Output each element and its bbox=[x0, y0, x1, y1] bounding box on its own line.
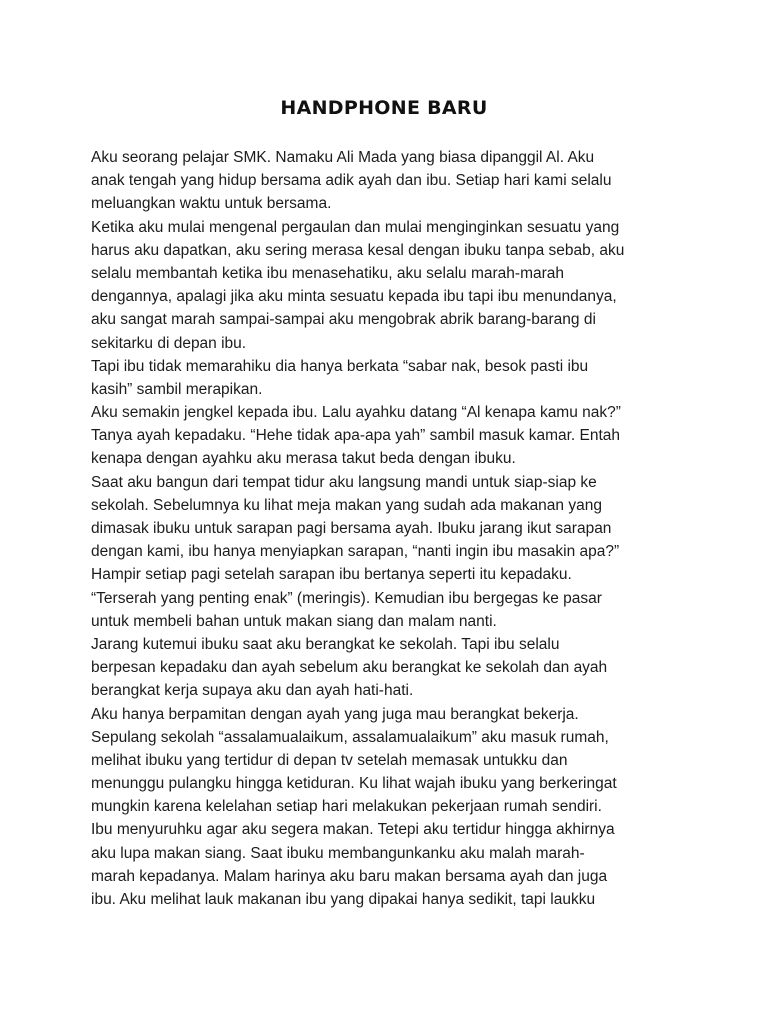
text-line: kasih” sambil merapikan. bbox=[91, 380, 263, 398]
text-line: ibu. Aku melihat lauk makanan ibu yang dipakai hanya sedikit, tapi laukku bbox=[91, 891, 596, 908]
text-line: Sepulang sekolah “assalamualaikum, assalamualaikum” aku masuk rumah, bbox=[91, 728, 609, 746]
text-line: anak tengah yang hidup bersama adik ayah dan ibu. Setiap hari kami selalu bbox=[91, 172, 612, 190]
text-line: sekitarku di depan ibu. bbox=[91, 334, 247, 352]
text-line: selalu membantah ketika ibu menasehatiku, aku selalu marah-marah bbox=[91, 264, 564, 282]
text-line: dimasak ibuku untuk sarapan pagi bersama ayah. Ibuku jarang ikut sarapan bbox=[91, 520, 612, 537]
text-line: Ibu menyuruhku agar aku segera makan. Tetepi aku tertidur hingga akhirnya bbox=[91, 821, 615, 839]
text-line: aku lupa makan siang. Saat ibuku membangunkanku aku malah marah- bbox=[91, 844, 585, 862]
text-line: Hampir setiap pagi setelah sarapan ibu bertanya seperti itu kepadaku. bbox=[91, 566, 572, 584]
text-line: meluangkan waktu untuk bersama. bbox=[91, 195, 332, 213]
text-line: kenapa dengan ayahku aku merasa takut beda dengan ibuku. bbox=[91, 450, 516, 468]
text-line: Tanya ayah kepadaku. “Hehe tidak apa-apa yah” sambil masuk kamar. Entah bbox=[91, 427, 621, 445]
text-line: aku sangat marah sampai-sampai aku mengobrak abrik barang-barang di bbox=[91, 311, 596, 329]
text-line: Jarang kutemui ibuku saat aku berangkat ke sekolah. Tapi ibu selalu bbox=[91, 635, 560, 653]
text-line: harus aku dapatkan, aku sering merasa kesal dengan ibuku tanpa sebab, aku bbox=[91, 241, 625, 259]
text-line: menunggu pulangku hingga ketiduran. Ku lihat wajah ibuku yang berkeringat bbox=[91, 775, 617, 793]
text-line: Aku hanya berpamitan dengan ayah yang juga mau berangkat bekerja. bbox=[91, 705, 579, 723]
text-line: mungkin karena kelelahan setiap hari melakukan pekerjaan rumah sendiri. bbox=[91, 798, 602, 816]
text-line: berangkat kerja supaya aku dan ayah hati-hati. bbox=[91, 682, 414, 700]
text-line: untuk membeli bahan untuk makan siang dan malam nanti. bbox=[91, 612, 497, 630]
text-line: Aku semakin jengkel kepada ibu. Lalu ayahku datang “Al kenapa kamu nak?” bbox=[91, 404, 621, 422]
text-line: Ketika aku mulai mengenal pergaulan dan mulai menginginkan sesuatu yang bbox=[91, 218, 620, 236]
text-line: marah kepadanya. Malam harinya aku baru makan bersama ayah dan juga bbox=[91, 867, 608, 885]
text-line: berpesan kepadaku dan ayah sebelum aku berangkat ke sekolah dan ayah bbox=[91, 659, 608, 677]
text-line: dengan kami, ibu hanya menyiapkan sarapan, “nanti ingin ibu masakin apa?” bbox=[91, 543, 620, 561]
document-title: HANDPHONE BARU bbox=[280, 97, 488, 119]
text-line: “Terserah yang penting enak” (meringis). Kemudian ibu bergegas ke pasar bbox=[91, 589, 602, 607]
text-line: dengannya, apalagi jika aku minta sesuatu kepada ibu tapi ibu menundanya, bbox=[91, 288, 617, 306]
document-body bbox=[91, 146, 691, 911]
text-line: Saat aku bangun dari tempat tidur aku langsung mandi untuk siap-siap ke bbox=[91, 473, 597, 491]
text-line: melihat ibuku yang tertidur di depan tv setelah memasak untukku dan bbox=[91, 751, 568, 769]
text-line: Tapi ibu tidak memarahiku dia hanya berkata “sabar nak, besok pasti ibu bbox=[91, 357, 589, 375]
text-line: Aku seorang pelajar SMK. Namaku Ali Mada yang biasa dipanggil Al. Aku bbox=[91, 149, 595, 166]
text-line: sekolah. Sebelumnya ku lihat meja makan yang sudah ada makanan yang bbox=[91, 496, 602, 514]
